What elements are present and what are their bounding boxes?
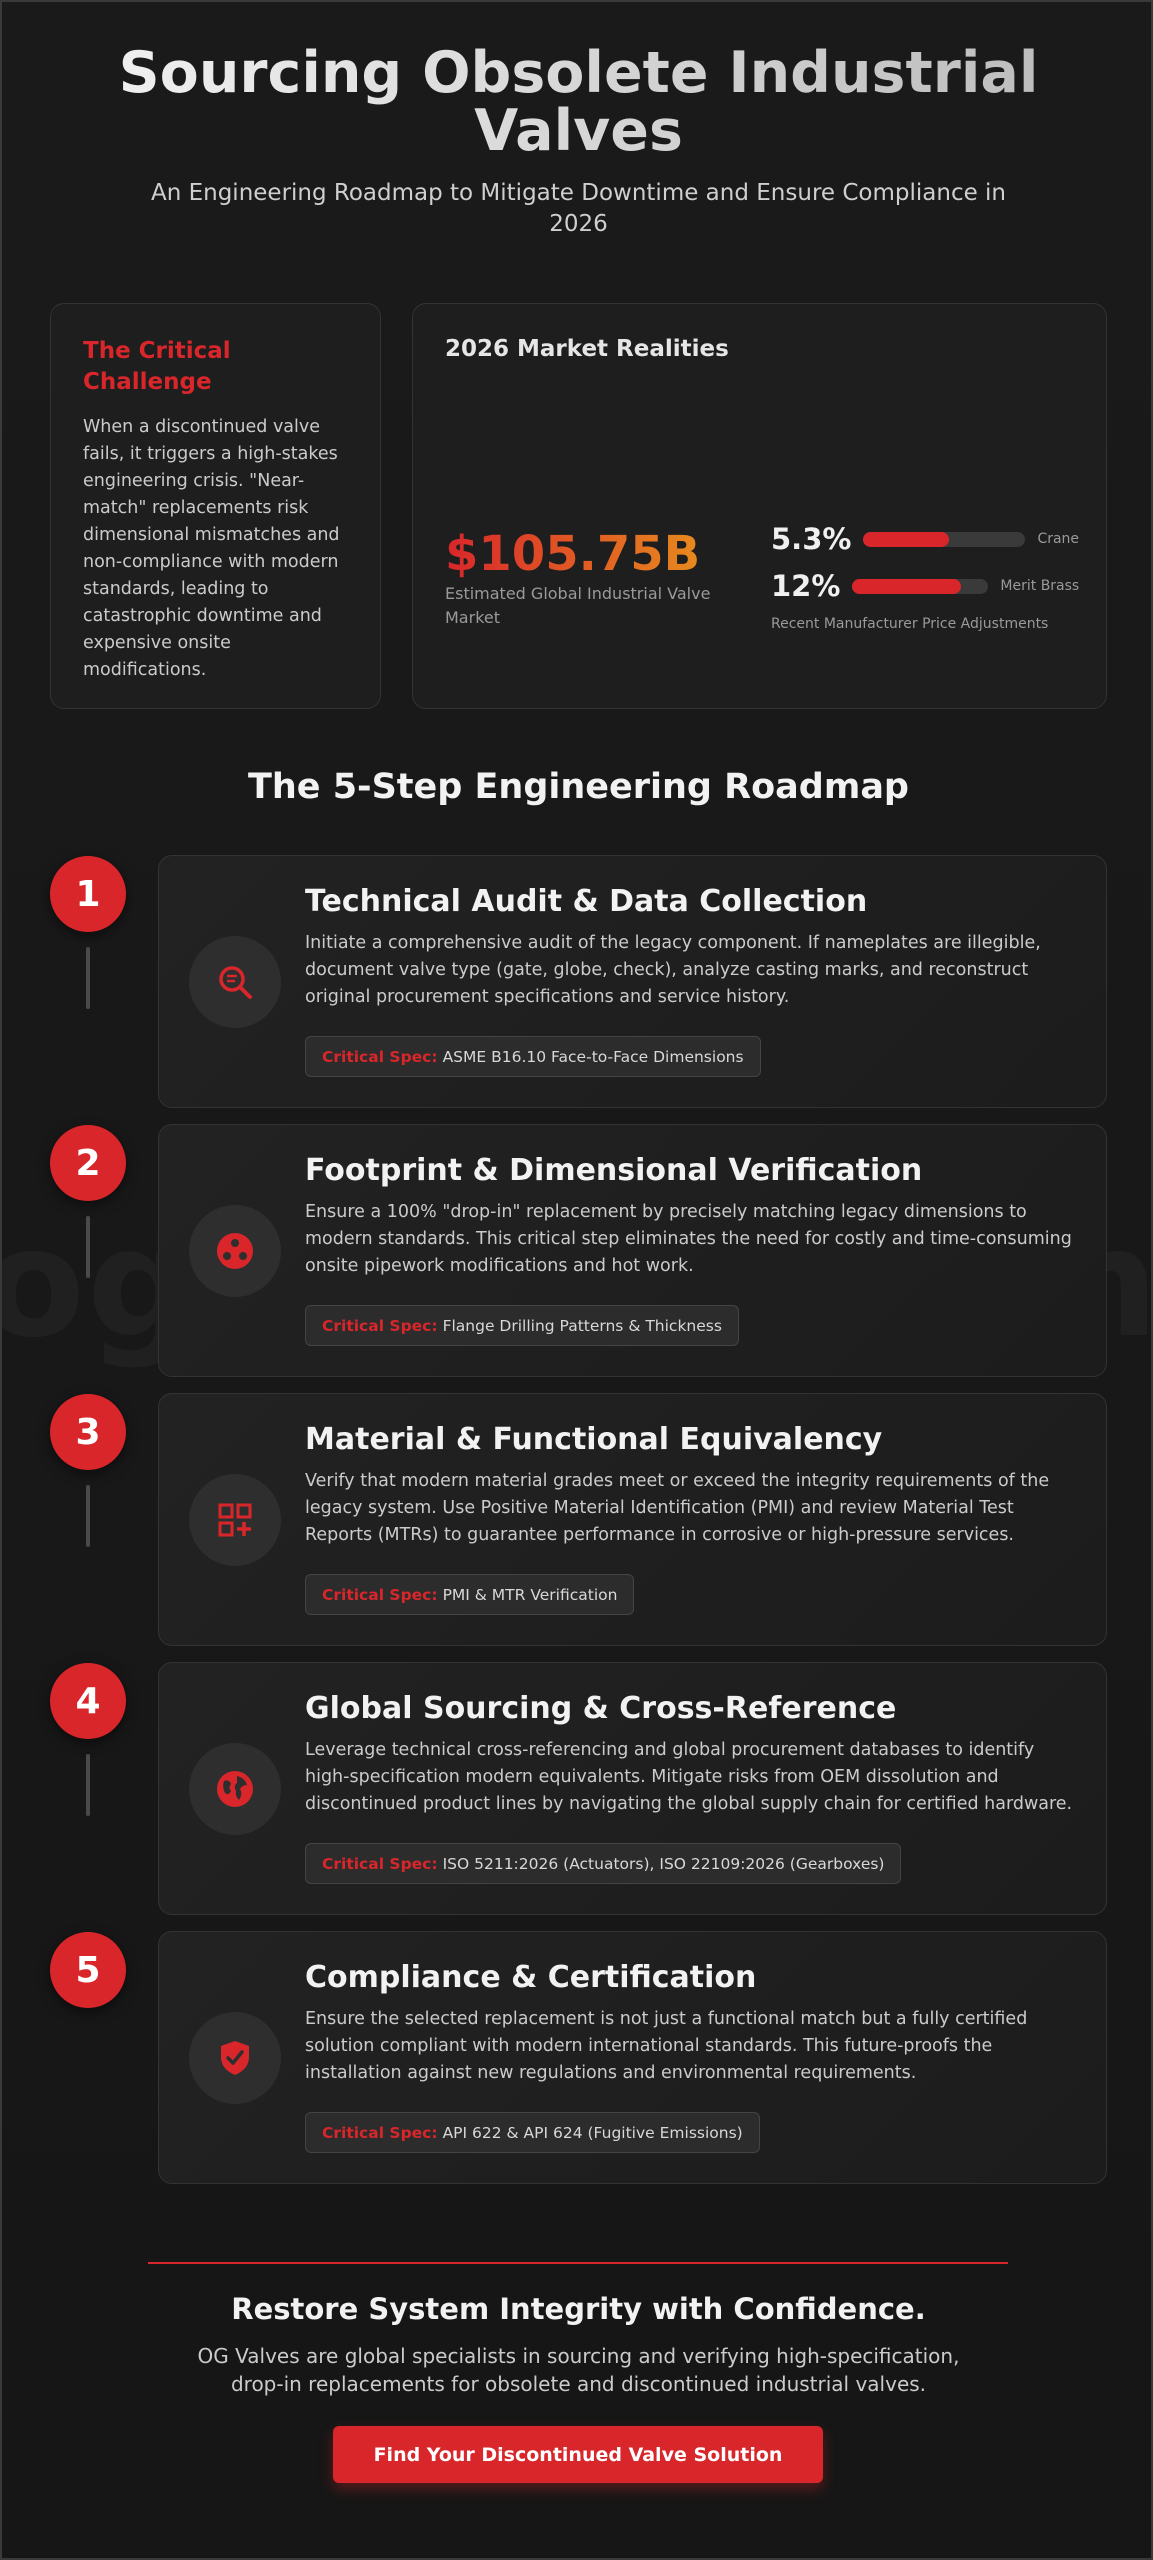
cta-text: OG Valves are global specialists in sourcing and verifying high-specification, drop-in replacements for obsolete and discontinued industrial valves. — [197, 2344, 960, 2396]
spec-value: PMI & MTR Verification — [442, 1585, 618, 1604]
step-description: Ensure a 100% "drop-in" replacement by precisely matching legacy dimensions to modern standards. This critical step eliminates the need for costly and time-consuming onsite pipework modifications and hot work. — [305, 1202, 1072, 1276]
adjustment-label: Merit Brass — [1000, 578, 1080, 594]
market-card — [412, 303, 1107, 709]
step-description: Leverage technical cross-referencing and global procurement databases to identify high-specification modern equivalents. Mitigate risks from OEM dissolution and discontinued product lines by navigating the global supply chain for certified hardware. — [305, 1740, 1073, 1814]
step-title: Global Sourcing & Cross-Reference — [305, 1691, 897, 1726]
critical-spec-badge — [305, 1305, 739, 1346]
spec-key: Critical Spec: — [322, 1316, 438, 1335]
price-adjustment-row — [771, 522, 1079, 556]
market-value: $105.75B — [445, 526, 701, 582]
adjustment-caption: Recent Manufacturer Price Adjustments — [771, 616, 1049, 632]
adjustment-label: Crane — [1037, 531, 1080, 547]
market-value-caption: Estimated Global Industrial Valve Market — [445, 584, 711, 627]
find-valve-solution-button[interactable]: Find Your Discontinued Valve Solution — [333, 2426, 823, 2483]
globe-icon — [189, 1743, 281, 1835]
step-connector — [86, 1485, 90, 1547]
step-connector — [86, 947, 90, 1009]
critical-spec-badge — [305, 1843, 901, 1884]
spec-key: Critical Spec: — [322, 1854, 438, 1873]
challenge-text: When a discontinued valve fails, it triggers a high-stakes engineering crisis. "Near-match" replacements risk dimensional mismatches and non-compliance with modern standards, leading to catastrophic downtime and expensive onsite modifications. — [83, 417, 340, 680]
roadmap-step-card — [158, 1662, 1107, 1915]
step-number-badge: 1 — [50, 856, 126, 932]
cta-title: Restore System Integrity with Confidence. — [231, 2292, 926, 2326]
step-connector — [86, 1216, 90, 1278]
spec-key: Critical Spec: — [322, 1585, 438, 1604]
page-title: Sourcing Obsolete Industrial Valves — [102, 44, 1055, 160]
section-divider — [148, 2262, 1008, 2264]
magnifier-document-icon — [189, 936, 281, 1028]
critical-spec-badge — [305, 1574, 634, 1615]
challenge-title: The Critical Challenge — [83, 338, 231, 395]
adjustment-percent: 5.3% — [771, 522, 852, 556]
roadmap-title: The 5-Step Engineering Roadmap — [247, 767, 909, 807]
step-description: Ensure the selected replacement is not just a functional match but a fully certified solution compliant with modern international standards. This future-proofs the installation against new regulations and environmental requirements. — [305, 2009, 1028, 2083]
adjustment-bar-fill — [863, 532, 949, 547]
step-number-badge: 4 — [50, 1663, 126, 1739]
step-connector — [86, 1754, 90, 1816]
step-number-badge: 5 — [50, 1932, 126, 2008]
spec-value: API 622 & API 624 (Fugitive Emissions) — [442, 2123, 743, 2142]
adjustment-bar — [863, 532, 1025, 547]
step-description: Verify that modern material grades meet or exceed the integrity requirements of the legacy system. Use Positive Material Identification (PMI) and review Material Test Reports (MTRs) to guarantee performance in corrosive or high-pressure services. — [305, 1471, 1050, 1545]
step-number-badge: 3 — [50, 1394, 126, 1470]
page-subtitle: An Engineering Roadmap to Mitigate Downtime and Ensure Compliance in 2026 — [150, 180, 1007, 237]
critical-spec-badge — [305, 1036, 761, 1077]
adjustment-bar — [852, 579, 988, 594]
spec-value: ASME B16.10 Face-to-Face Dimensions — [442, 1047, 744, 1066]
step-description: Initiate a comprehensive audit of the legacy component. If nameplates are illegible, document valve type (gate, globe, check), analyze casting marks, and reconstruct original procurement specifications and service history. — [305, 933, 1041, 1007]
spec-value: ISO 5211:2026 (Actuators), ISO 22109:2026 (Gearboxes) — [442, 1854, 885, 1873]
roadmap-step-card — [158, 1124, 1107, 1377]
spec-value: Flange Drilling Patterns & Thickness — [442, 1316, 722, 1335]
challenge-card — [50, 303, 381, 709]
step-title: Material & Functional Equivalency — [305, 1422, 883, 1457]
roadmap-step-card — [158, 855, 1107, 1108]
spec-key: Critical Spec: — [322, 1047, 438, 1066]
adjustment-percent: 12% — [771, 569, 841, 603]
price-adjustment-row — [771, 569, 1079, 603]
adjustment-bar-fill — [852, 579, 961, 594]
step-title: Compliance & Certification — [305, 1960, 757, 1995]
grid-plus-icon — [189, 1474, 281, 1566]
spec-key: Critical Spec: — [322, 2123, 438, 2142]
market-title: 2026 Market Realities — [445, 336, 729, 362]
critical-spec-badge — [305, 2112, 760, 2153]
step-title: Footprint & Dimensional Verification — [305, 1153, 923, 1188]
roadmap-step-card — [158, 1393, 1107, 1646]
step-number-badge: 2 — [50, 1125, 126, 1201]
shield-check-icon — [189, 2012, 281, 2104]
roadmap-step-card — [158, 1931, 1107, 2184]
bolt-pattern-icon — [189, 1205, 281, 1297]
step-title: Technical Audit & Data Collection — [305, 884, 868, 919]
